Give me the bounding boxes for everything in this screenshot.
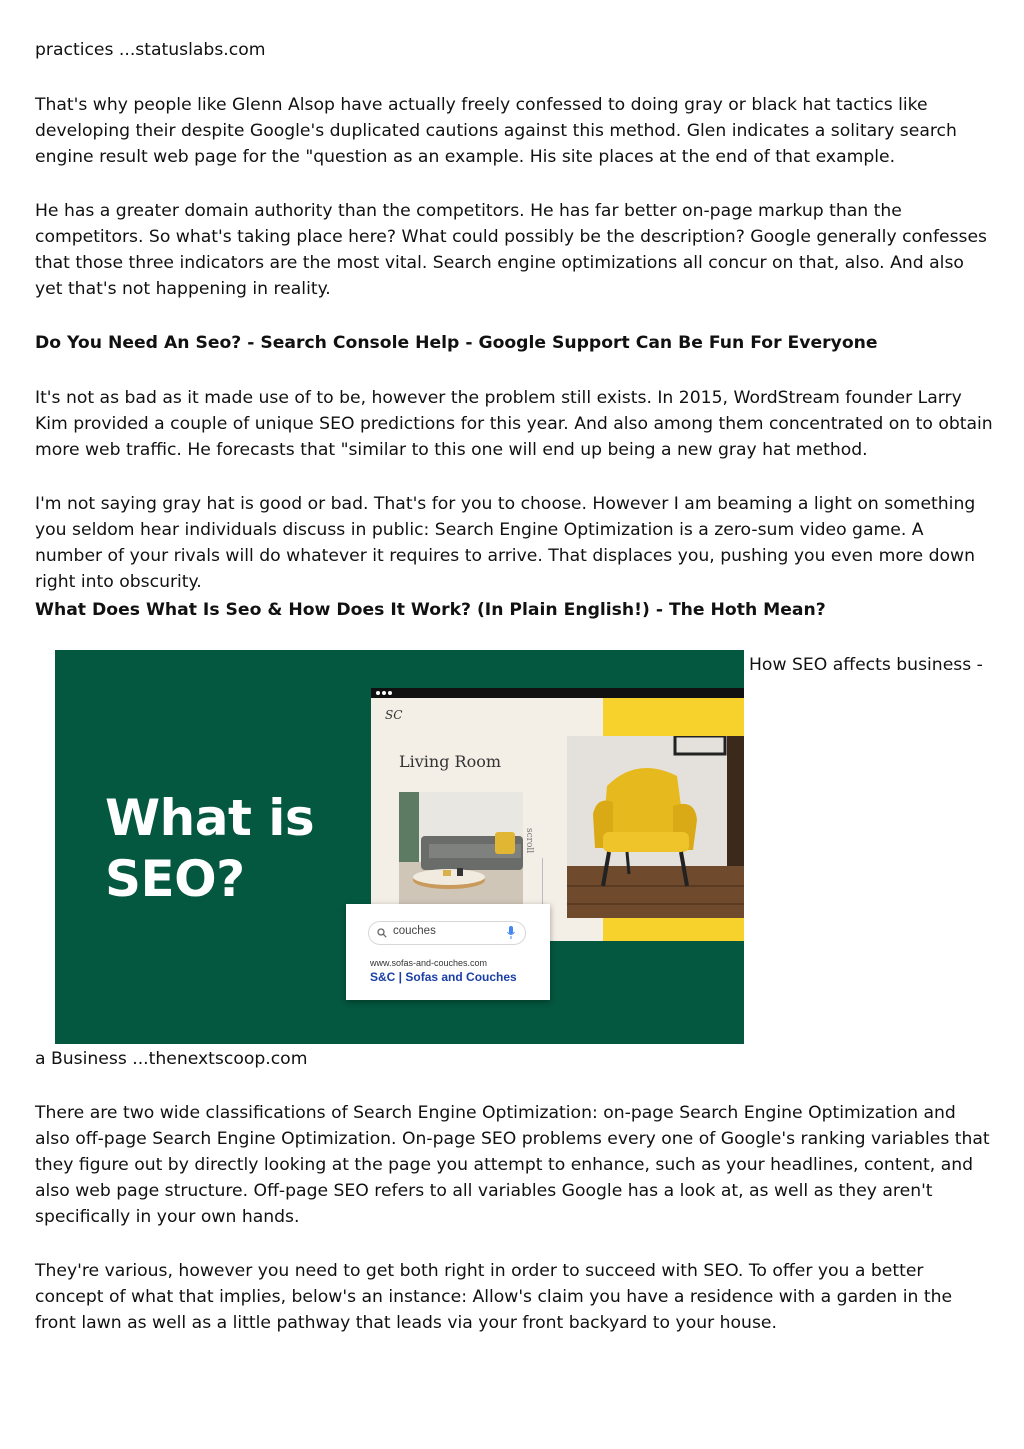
scroll-label: scroll — [524, 828, 534, 854]
paragraph: I'm not saying gray hat is good or bad. That's for you to choose. However I am beaming a light on something you seldom hear individuals discuss in public: Search Engine Optimization is a zero-sum video game. A number of your rivals will do whatever it requires to arrive. That displaces you, pushing you even more down right into obscurity. — [35, 494, 976, 592]
paragraph: That's why people like Glenn Alsop have actually freely confessed to doing gray or black hat tactics like developing their despite Google's duplicated cautions against this method. Glen indicates a solitary search engine result web page for the "question as an example. His site places at the end of that example. — [35, 95, 957, 167]
paragraph: It's not as bad as it made use of to be, however the problem still exists. In 2015, WordStream founder Larry Kim provided a couple of unique SEO predictions for this year. And also among them concentrated on to obtain more web traffic. He forecasts that "similar to this one will end up being a new gray hat method. — [35, 388, 993, 460]
room-title: Living Room — [399, 752, 502, 771]
sofa-photo — [399, 792, 523, 904]
search-result-card — [346, 904, 550, 1000]
window-dot-icon — [376, 691, 380, 695]
section-heading: Do You Need An Seo? - Search Console Help - Google Support Can Be Fun For Everyone — [35, 333, 878, 353]
section-heading: What Does What Is Seo & How Does It Work? (In Plain English!) - The Hoth Mean? — [35, 600, 826, 620]
paragraph-source: practices ...statuslabs.com — [35, 40, 266, 60]
image-caption: a Business ...thenextscoop.com — [35, 1049, 308, 1069]
search-icon — [377, 928, 387, 938]
search-query: couches — [393, 925, 436, 937]
seo-illustration — [55, 650, 744, 1044]
hero-title — [105, 788, 314, 910]
paragraph: They're various, however you need to get both right in order to succeed with SEO. To offer you a better concept of what that implies, below's an instance: Allow's claim you have a residence with a garden in the front lawn as well as a little pathway that leads via your front backyard to your house. — [35, 1261, 953, 1333]
window-dot-icon — [382, 691, 386, 695]
image-caption: How SEO affects business - — [749, 655, 983, 675]
search-input[interactable] — [368, 921, 526, 945]
hero-line: What is — [105, 789, 315, 847]
result-title-link[interactable]: S&C | Sofas and Couches — [370, 970, 517, 984]
microphone-icon[interactable] — [507, 926, 515, 939]
site-logo: SC — [385, 708, 403, 722]
hero-line: SEO? — [105, 850, 245, 908]
armchair-photo — [567, 736, 744, 918]
browser-titlebar — [371, 688, 744, 698]
window-dot-icon — [388, 691, 392, 695]
paragraph: There are two wide classifications of Search Engine Optimization: on-page Search Engine Optimization and also off-page Search Engine Optimization. On-page SEO problems every one of Google's ranking variables that they figure out by directly looking at the page you attempt to enhance, such as your headlines, content, and also web page structure. Off-page SEO refers to all variables Google has a look at, as well as they aren't specifically in your own hands. — [35, 1103, 990, 1227]
result-url: www.sofas-and-couches.com — [370, 958, 488, 968]
paragraph: He has a greater domain authority than the competitors. He has far better on-page markup than the competitors. So what's taking place here? What could possibly be the description? Google generally confesses that those three indicators are the most vital. Search engine optimizations all concur on that, also. And also yet that's not happening in reality. — [35, 201, 988, 299]
